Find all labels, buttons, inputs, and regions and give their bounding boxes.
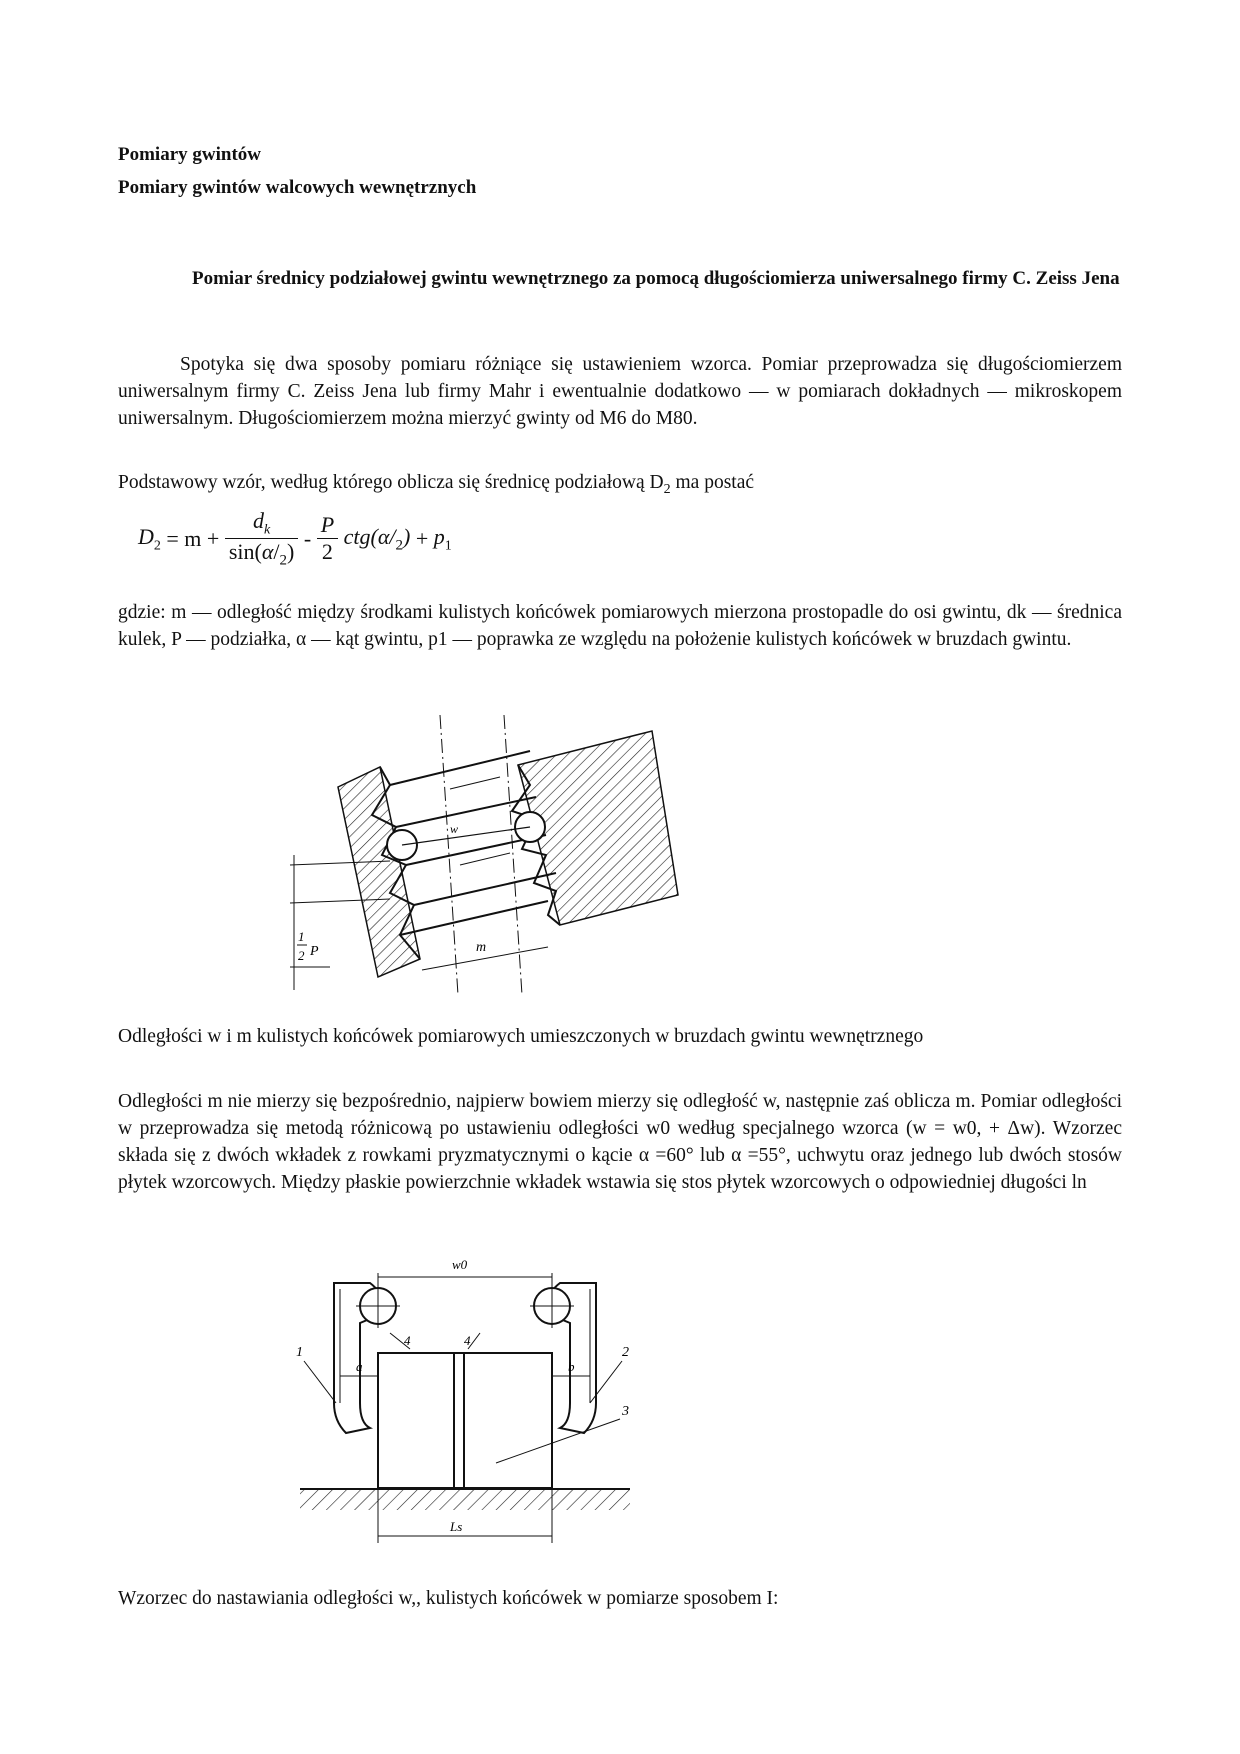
document-title: Pomiary gwintów <box>118 144 262 165</box>
half-pitch-den: 2 <box>298 948 305 963</box>
part-1-label: 1 <box>296 1345 303 1360</box>
part-4-left-label: 4 <box>404 1333 411 1348</box>
thread-measurement-figure <box>290 715 710 1000</box>
intro-paragraph: Spotyka się dwa sposoby pomiaru różniące się ustawieniem wzorca. Pomiar przeprowadza się długościomierzem uniwersalnym firmy C. Zeiss Jena lub firmy Mahr i ewentualnie dodatkowo — w pomiarach dokładnych — mikroskopem uniwersalnym. Długościomierzem można mierzyć gwinty od M6 do M80. <box>118 354 1122 429</box>
dimension-b-label: b <box>568 1359 575 1374</box>
dimension-a-label: a <box>356 1359 363 1374</box>
gauge-standard-figure <box>296 1253 660 1543</box>
method-paragraph: Odległości m nie mierzy się bezpośrednio, najpierw bowiem mierzy się odległość w, następnie zaś oblicza m. Pomiar odległości w przeprowadza się metodą różnicową po ustawieniu odległości w0 według specjalnego wzorca (w = w0, + Δw). Wzorzec składa się z dwóch wkładek z rowkami pryzmatycznymi o kącie α =60° lub α =55°, uchwytu oraz jednego lub dwóch stosów płytek wzorcowych. Między płaskie powierzchnie wkładek wstawia się stos płytek wzorcowych o odpowiedniej długości ln <box>118 1091 1122 1193</box>
pitch-label: P <box>310 944 319 959</box>
dimension-w-label: w <box>450 822 459 836</box>
figure2-caption: Wzorzec do nastawiania odległości w,, kulistych końcówek w pomiarze sposobem I: <box>118 1588 779 1609</box>
definitions-paragraph: gdzie: m — odległość między środkami kulistych końcówek pomiarowych mierzona prostopadle do osi gwintu, dk — średnica kulek, P — podziałka, α — kąt gwintu, p1 — poprawka ze względu na położenie kulistych końcówek w bruzdach gwintu. <box>118 602 1122 650</box>
formula-fraction-dk: $\frac{d_k}{\sin(\alpha/_2)}$ <box>225 508 299 570</box>
part-2-label: 2 <box>622 1345 629 1360</box>
figure1-caption: Odległości w i m kulistych końcówek pomiarowych umieszczonych w bruzdach gwintu wewnętrznego <box>118 1026 924 1047</box>
document-subtitle: Pomiary gwintów walcowych wewnętrznych <box>118 177 477 198</box>
dimension-ls-label: Ls <box>450 1519 463 1534</box>
formula-fraction-p: $\frac{P}{2}$ <box>317 512 338 565</box>
dimension-w0-label: w0 <box>452 1257 468 1272</box>
part-4-right-label: 4 <box>464 1333 471 1348</box>
half-pitch-num: 1 <box>298 929 305 944</box>
section-heading: Pomiar średnicy podziałowej gwintu wewnętrznego za pomocą długościomierza uniwersalnego firmy C. Zeiss Jena <box>192 268 1120 289</box>
formula-intro: Podstawowy wzór, według którego oblicza się średnicę podziałową $D_2$ ma postać <box>118 472 755 497</box>
pitch-diameter-formula: $D_2 = m$ + $\frac{d_k}{\sin(\alpha/_2)}$ - $\frac{P}{2}$ $ctg(\alpha/_2) + p_1$ <box>138 508 452 569</box>
base-surface <box>300 1490 630 1510</box>
dimension-m-label: m <box>476 940 487 955</box>
part-3-label: 3 <box>622 1404 629 1419</box>
